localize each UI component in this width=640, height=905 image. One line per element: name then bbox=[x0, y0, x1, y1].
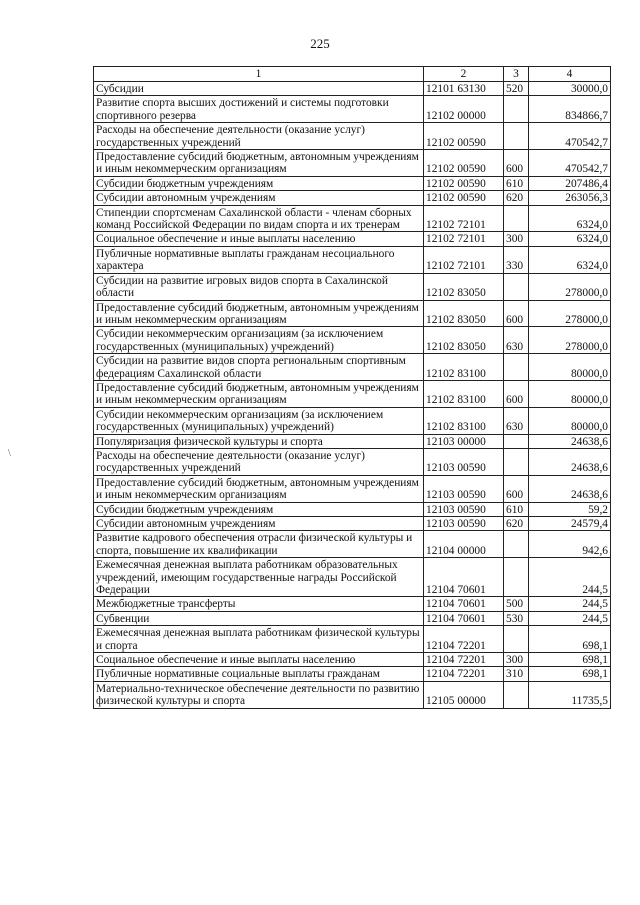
row-code: 12104 72201 bbox=[424, 667, 504, 681]
table-row bbox=[94, 597, 611, 611]
row-type: 630 bbox=[504, 407, 529, 434]
row-sum: 24638,6 bbox=[529, 434, 611, 448]
row-name: Предоставление субсидий бюджетным, автономным учреждениям и иным некоммерческим организациям bbox=[94, 380, 424, 407]
row-type: 300 bbox=[504, 232, 529, 246]
row-code: 12103 00590 bbox=[424, 517, 504, 531]
page-number: 225 bbox=[310, 36, 330, 51]
table-row bbox=[94, 517, 611, 531]
row-code: 12104 00000 bbox=[424, 531, 504, 558]
row-code: 12102 00590 bbox=[424, 176, 504, 190]
row-sum: 263056,3 bbox=[529, 191, 611, 205]
table-row bbox=[94, 611, 611, 625]
row-name: Субсидии бюджетным учреждениям bbox=[94, 176, 424, 190]
row-sum: 278000,0 bbox=[529, 300, 611, 327]
table-row bbox=[94, 667, 611, 681]
row-code: 12102 83050 bbox=[424, 327, 504, 354]
row-type: 520 bbox=[504, 82, 529, 96]
row-sum: 207486,4 bbox=[529, 176, 611, 190]
row-code: 12102 00000 bbox=[424, 96, 504, 123]
row-name: Материально-техническое обеспечение деятельности по развитию физической культуры и спорта bbox=[94, 681, 424, 708]
row-name: Предоставление субсидий бюджетным, автономным учреждениям и иным некоммерческим организациям bbox=[94, 150, 424, 177]
row-name: Социальное обеспечение и иные выплаты населению bbox=[94, 232, 424, 246]
row-name: Предоставление субсидий бюджетным, автономным учреждениям и иным некоммерческим организациям bbox=[94, 475, 424, 502]
row-name: Субсидии автономным учреждениям bbox=[94, 191, 424, 205]
table-row bbox=[94, 380, 611, 407]
row-name: Популяризация физической культуры и спорта bbox=[94, 434, 424, 448]
table-row bbox=[94, 502, 611, 516]
row-sum: 470542,7 bbox=[529, 123, 611, 150]
table-row bbox=[94, 246, 611, 273]
row-type: 330 bbox=[504, 246, 529, 273]
table-row bbox=[94, 96, 611, 123]
row-name: Субвенции bbox=[94, 611, 424, 625]
row-type: 620 bbox=[504, 191, 529, 205]
row-type bbox=[504, 96, 529, 123]
row-sum: 24579,4 bbox=[529, 517, 611, 531]
table-row bbox=[94, 176, 611, 190]
row-type bbox=[504, 626, 529, 653]
table-row bbox=[94, 407, 611, 434]
row-name: Субсидии некоммерческим организациям (за исключением государственных (муниципальных) учреждений) bbox=[94, 327, 424, 354]
row-sum: 6324,0 bbox=[529, 232, 611, 246]
row-name: Субсидии некоммерческим организациям (за исключением государственных (муниципальных) учреждений) bbox=[94, 407, 424, 434]
row-code: 12102 72101 bbox=[424, 246, 504, 273]
row-code: 12102 83100 bbox=[424, 380, 504, 407]
row-name: Расходы на обеспечение деятельности (оказание услуг) государственных учреждений bbox=[94, 448, 424, 475]
row-type: 310 bbox=[504, 667, 529, 681]
row-sum: 698,1 bbox=[529, 667, 611, 681]
margin-mark: \ bbox=[8, 448, 11, 459]
row-code: 12104 72201 bbox=[424, 626, 504, 653]
table-row bbox=[94, 434, 611, 448]
row-sum: 278000,0 bbox=[529, 327, 611, 354]
row-type bbox=[504, 273, 529, 300]
row-sum: 80000,0 bbox=[529, 380, 611, 407]
row-code: 12103 00000 bbox=[424, 434, 504, 448]
row-code: 12105 00000 bbox=[424, 681, 504, 708]
row-type: 600 bbox=[504, 150, 529, 177]
row-name: Публичные нормативные социальные выплаты гражданам bbox=[94, 667, 424, 681]
row-type: 620 bbox=[504, 517, 529, 531]
row-code: 12104 70601 bbox=[424, 611, 504, 625]
row-name: Субсидии bbox=[94, 82, 424, 96]
row-name: Стипендии спортсменам Сахалинской области - членам сборных команд Российской Федерации по видам спорта и их тренерам bbox=[94, 205, 424, 232]
header-col-3: 3 bbox=[504, 67, 529, 82]
header-col-4: 4 bbox=[529, 67, 611, 82]
table-row bbox=[94, 82, 611, 96]
row-sum: 942,6 bbox=[529, 531, 611, 558]
row-name: Субсидии автономным учреждениям bbox=[94, 517, 424, 531]
table-row bbox=[94, 475, 611, 502]
row-code: 12101 63130 bbox=[424, 82, 504, 96]
row-code: 12104 70601 bbox=[424, 558, 504, 597]
row-sum: 24638,6 bbox=[529, 448, 611, 475]
row-code: 12102 83050 bbox=[424, 273, 504, 300]
row-code: 12102 00590 bbox=[424, 150, 504, 177]
row-name: Социальное обеспечение и иные выплаты населению bbox=[94, 653, 424, 667]
row-type bbox=[504, 448, 529, 475]
row-name: Межбюджетные трансферты bbox=[94, 597, 424, 611]
table-row bbox=[94, 150, 611, 177]
budget-table bbox=[93, 66, 611, 709]
row-name: Субсидии бюджетным учреждениям bbox=[94, 502, 424, 516]
row-sum: 244,5 bbox=[529, 611, 611, 625]
row-type: 600 bbox=[504, 475, 529, 502]
header-col-2: 2 bbox=[424, 67, 504, 82]
row-sum: 244,5 bbox=[529, 597, 611, 611]
header-col-1: 1 bbox=[94, 67, 424, 82]
row-type: 300 bbox=[504, 653, 529, 667]
row-code: 12103 00590 bbox=[424, 448, 504, 475]
table-row bbox=[94, 558, 611, 597]
row-sum: 6324,0 bbox=[529, 205, 611, 232]
row-sum: 470542,7 bbox=[529, 150, 611, 177]
table-header-row bbox=[94, 67, 611, 82]
row-code: 12102 83100 bbox=[424, 407, 504, 434]
row-code: 12102 83050 bbox=[424, 300, 504, 327]
row-type bbox=[504, 531, 529, 558]
row-name: Ежемесячная денежная выплата работникам образовательных учреждений, имеющим государственные награды Российской Федерации bbox=[94, 558, 424, 597]
table-row bbox=[94, 626, 611, 653]
row-name: Ежемесячная денежная выплата работникам физической культуры и спорта bbox=[94, 626, 424, 653]
row-sum: 698,1 bbox=[529, 626, 611, 653]
row-code: 12102 00590 bbox=[424, 123, 504, 150]
row-type bbox=[504, 354, 529, 381]
table-row bbox=[94, 531, 611, 558]
row-type: 600 bbox=[504, 300, 529, 327]
table-row bbox=[94, 191, 611, 205]
table-row bbox=[94, 653, 611, 667]
table-row bbox=[94, 448, 611, 475]
row-sum: 278000,0 bbox=[529, 273, 611, 300]
row-type: 630 bbox=[504, 327, 529, 354]
row-sum: 80000,0 bbox=[529, 407, 611, 434]
table-row bbox=[94, 273, 611, 300]
row-code: 12103 00590 bbox=[424, 502, 504, 516]
row-type bbox=[504, 123, 529, 150]
row-code: 12103 00590 bbox=[424, 475, 504, 502]
row-type: 600 bbox=[504, 380, 529, 407]
row-type bbox=[504, 681, 529, 708]
row-sum: 59,2 bbox=[529, 502, 611, 516]
row-code: 12104 72201 bbox=[424, 653, 504, 667]
table-row bbox=[94, 681, 611, 708]
row-type: 610 bbox=[504, 176, 529, 190]
row-type bbox=[504, 205, 529, 232]
table-row bbox=[94, 123, 611, 150]
row-name: Публичные нормативные выплаты гражданам несоциального характера bbox=[94, 246, 424, 273]
row-type bbox=[504, 434, 529, 448]
row-code: 12102 72101 bbox=[424, 232, 504, 246]
row-name: Субсидии на развитие игровых видов спорта в Сахалинской области bbox=[94, 273, 424, 300]
row-name: Субсидии на развитие видов спорта региональным спортивным федерациям Сахалинской области bbox=[94, 354, 424, 381]
row-sum: 698,1 bbox=[529, 653, 611, 667]
table-row bbox=[94, 327, 611, 354]
row-sum: 244,5 bbox=[529, 558, 611, 597]
row-name: Расходы на обеспечение деятельности (оказание услуг) государственных учреждений bbox=[94, 123, 424, 150]
table-row bbox=[94, 232, 611, 246]
table-row bbox=[94, 205, 611, 232]
row-sum: 11735,5 bbox=[529, 681, 611, 708]
row-type: 530 bbox=[504, 611, 529, 625]
table-row bbox=[94, 354, 611, 381]
table-row bbox=[94, 300, 611, 327]
row-sum: 24638,6 bbox=[529, 475, 611, 502]
row-sum: 30000,0 bbox=[529, 82, 611, 96]
row-sum: 834866,7 bbox=[529, 96, 611, 123]
row-name: Развитие спорта высших достижений и системы подготовки спортивного резерва bbox=[94, 96, 424, 123]
row-sum: 6324,0 bbox=[529, 246, 611, 273]
row-name: Развитие кадрового обеспечения отрасли физической культуры и спорта, повышение их квалификации bbox=[94, 531, 424, 558]
row-sum: 80000,0 bbox=[529, 354, 611, 381]
row-type bbox=[504, 558, 529, 597]
row-code: 12102 00590 bbox=[424, 191, 504, 205]
row-type: 610 bbox=[504, 502, 529, 516]
row-code: 12102 83100 bbox=[424, 354, 504, 381]
row-code: 12102 72101 bbox=[424, 205, 504, 232]
row-type: 500 bbox=[504, 597, 529, 611]
row-code: 12104 70601 bbox=[424, 597, 504, 611]
row-name: Предоставление субсидий бюджетным, автономным учреждениям и иным некоммерческим организациям bbox=[94, 300, 424, 327]
